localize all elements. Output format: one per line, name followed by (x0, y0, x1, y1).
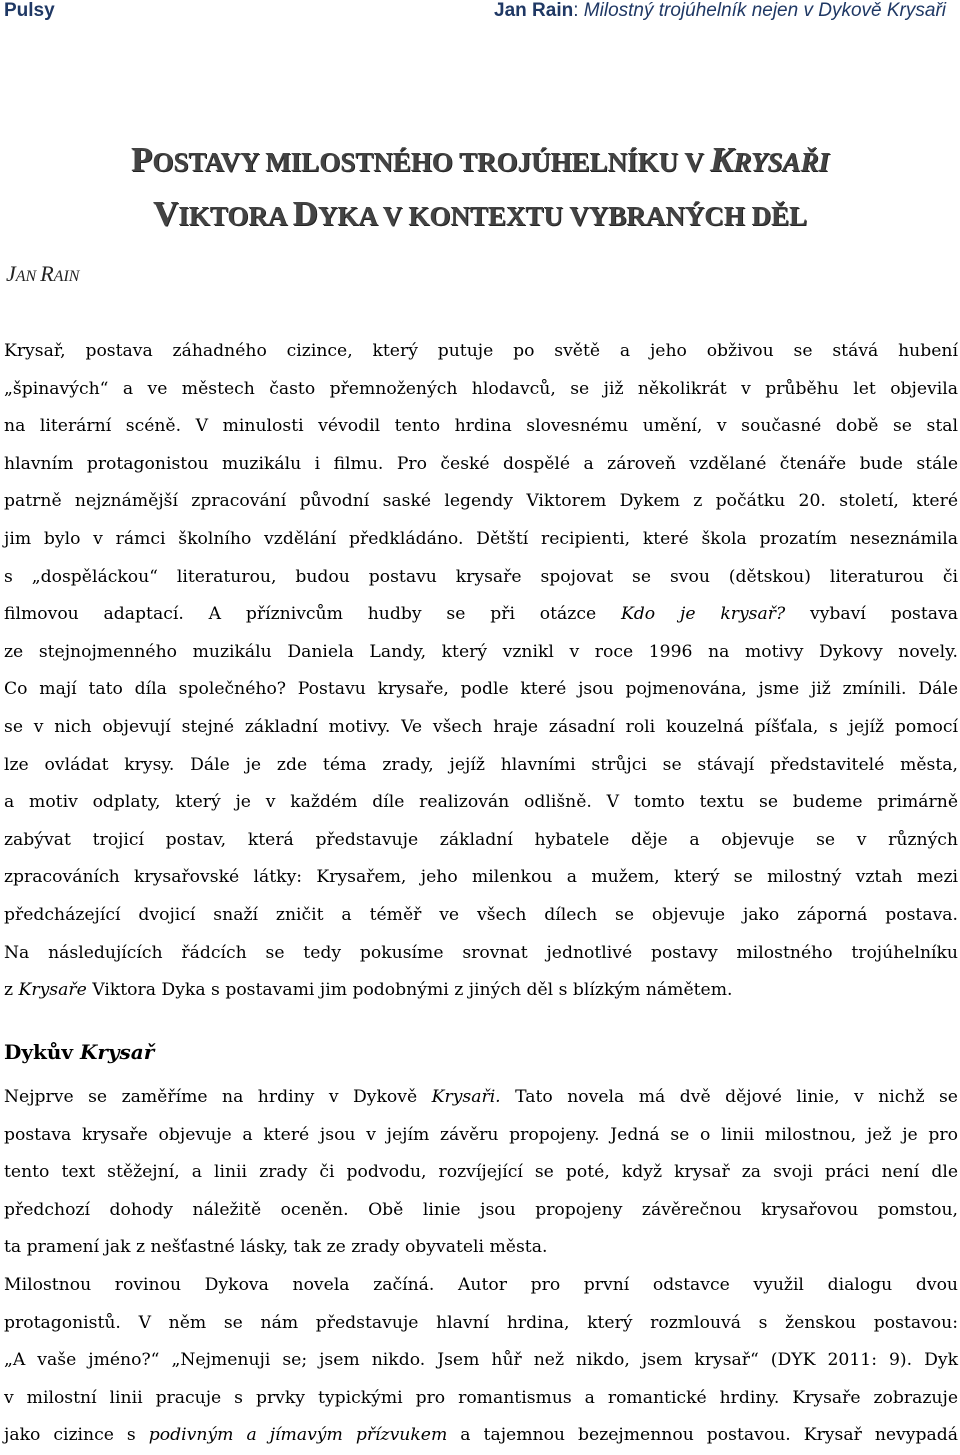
running-title-sep: : (573, 0, 584, 21)
text-line: lze ovládat krysy. Dále je zde téma zrady, jejíž hlavními strůjci se stávají představitelé města, (4, 754, 958, 775)
text-line: ta pramení jak z nešťastné lásky, tak ze zrady obyvateli města. (4, 1237, 548, 1258)
text-line: patrně nejznámější zpracování původní saské legendy Viktorem Dykem z počátku 20. století, které (4, 491, 958, 512)
text-line: jim bylo v rámci školního vzdělání předkládáno. Dětští recipienti, které škola prozatím neseznámila (4, 528, 958, 549)
text-line: Milostnou rovinou Dykova novela začíná. Autor pro první odstavce využil dialogu dvou (4, 1274, 958, 1295)
section-heading (4, 1040, 154, 1064)
running-title-author: Jan Rain (494, 0, 574, 21)
heading-italic: Krysař (79, 1040, 155, 1064)
text-line: s „dospěláckou“ literaturou, budou postavu krysaře spojovat se svou (dětskou) literaturou či (4, 566, 958, 587)
text-line: se v nich objevují stejné základní motivy. Ve všech hraje zásadní roli kouzelná píšťala, s jejíž pomocí (4, 716, 958, 737)
article-author (6, 261, 79, 287)
text-run: vybaví postava (785, 604, 958, 625)
text-line: „špinavých“ a ve městech často přemnožených hlodavců, se již několikrát v průběhu let objevila (4, 378, 958, 399)
text-line: předchozí dohody náležitě oceněn. Obě linie jsou propojeny závěrečnou krysařovou pomstou, (4, 1199, 958, 1220)
article-title-line-1 (0, 140, 960, 180)
text-line: Krysař, postava záhadného cizince, který putuje po světě a jeho obživou se stává hubení (4, 341, 958, 361)
intro-paragraph (4, 333, 958, 1010)
text-run: filmovou adaptací. A příznivcům hudby se při otázce (4, 604, 621, 625)
text-line (4, 1417, 958, 1455)
text-line: tento text stěžejní, a linii zrady či podvodu, rozvíjející se poté, když krysař za svoji práci není dle (4, 1162, 958, 1183)
italic-run: Kdo je krysař? (620, 604, 786, 625)
title-cap: K (710, 140, 734, 179)
title-smallcaps: YKA V KONTEXTU VYBRANÝCH DĚL (317, 201, 807, 231)
title-smallcaps: IKTORA (178, 201, 293, 231)
text-run: jako cizince s (4, 1425, 149, 1446)
author-smallcaps: AIN (53, 268, 80, 285)
author-cap: R (40, 261, 54, 286)
italic-run: Krysaře (18, 980, 87, 1001)
title-cap: P (131, 140, 153, 179)
article-title-line-2 (0, 194, 960, 234)
text-line (4, 1079, 958, 1117)
title-smallcaps: RYSAŘI (733, 147, 829, 177)
text-line: Co mají tato díla společného? Postavu krysaře, podle které jsou pojmenována, jsme již zmínili. Dále (4, 679, 958, 700)
text-line: hlavním protagonistou muzikálu i filmu. Pro české dospělé a zároveň vzdělané čtenáře bude stále (4, 453, 958, 474)
text-line: a motiv odplaty, který je v každém díle realizován odlišně. V tomto textu se budeme primárně (4, 792, 958, 813)
running-title (494, 0, 946, 22)
running-title-text: Milostný trojúhelník nejen v Dykově Krysaři (583, 0, 946, 21)
text-line: protagonistů. V něm se nám představuje hlavní hrdina, který rozmlouvá s ženskou postavou: (4, 1312, 958, 1333)
text-line: postava krysaře objevuje a které jsou v jejím závěru propojeny. Jedná se o linii milostnou, jež je pro (4, 1124, 958, 1145)
text-line: zpracováních krysařovské látky: Krysařem, jeho milenkou a mužem, který se milostný vztah mezi (4, 867, 958, 888)
text-line: „A vaše jméno?“ „Nejmenuji se; jsem nikdo. Jsem hůř než nikdo, jsem krysař“ (DYK 2011: 9). Dyk (4, 1350, 958, 1371)
text-run: a tajemnou bezejmennou postavou. Krysař nevypadá (447, 1425, 958, 1446)
text-line: ze stejnojmenného muzikálu Daniela Landy, který vznikl v roce 1996 na motivy Dykovy novely. (4, 641, 958, 662)
text-line: na literární scéně. V minulosti vévodil tento hrdina slovesnému umění, v současné době se stal (4, 416, 958, 437)
author-cap: J (6, 261, 16, 286)
section-paragraph (4, 1079, 958, 1455)
italic-run: podivným a jímavým přízvukem (148, 1425, 448, 1446)
running-header (0, 0, 960, 28)
text-run: Nejprve se zaměříme na hrdiny v Dykově (4, 1087, 432, 1107)
author-smallcaps: AN (15, 268, 41, 285)
text-line (4, 972, 958, 1010)
text-line: předcházející dvojicí snaží zničit a téměř ve všech dílech se objevuje jako záporná postava. (4, 904, 958, 925)
text-line: zabývat trojicí postav, která představuje základní hybatele děje a objevuje se v různých (4, 829, 958, 850)
text-run: z (4, 980, 19, 1001)
text-run: Tato novela má dvě dějové linie, v nichž se (500, 1087, 958, 1107)
title-smallcaps: OSTAVY MILOSTNÉHO TROJÚHELNÍKU V (152, 147, 711, 177)
text-line (4, 596, 958, 634)
italic-run: Krysaři. (431, 1087, 501, 1107)
journal-name: Pulsy (4, 0, 55, 21)
text-run: Viktora Dyka s postavami jim podobnými z jiných děl s blízkým námětem. (86, 980, 733, 1001)
text-line: Na následujících řádcích se tedy pokusíme srovnat jednotlivé postavy milostného trojúhelníku (4, 942, 958, 963)
title-cap: V (153, 194, 179, 233)
heading-text: Dykův (4, 1040, 80, 1064)
text-line: v milostní linii pracuje s prvky typickými pro romantismus a romantické hrdiny. Krysaře zobrazuje (4, 1387, 958, 1408)
title-cap: D (292, 194, 318, 233)
